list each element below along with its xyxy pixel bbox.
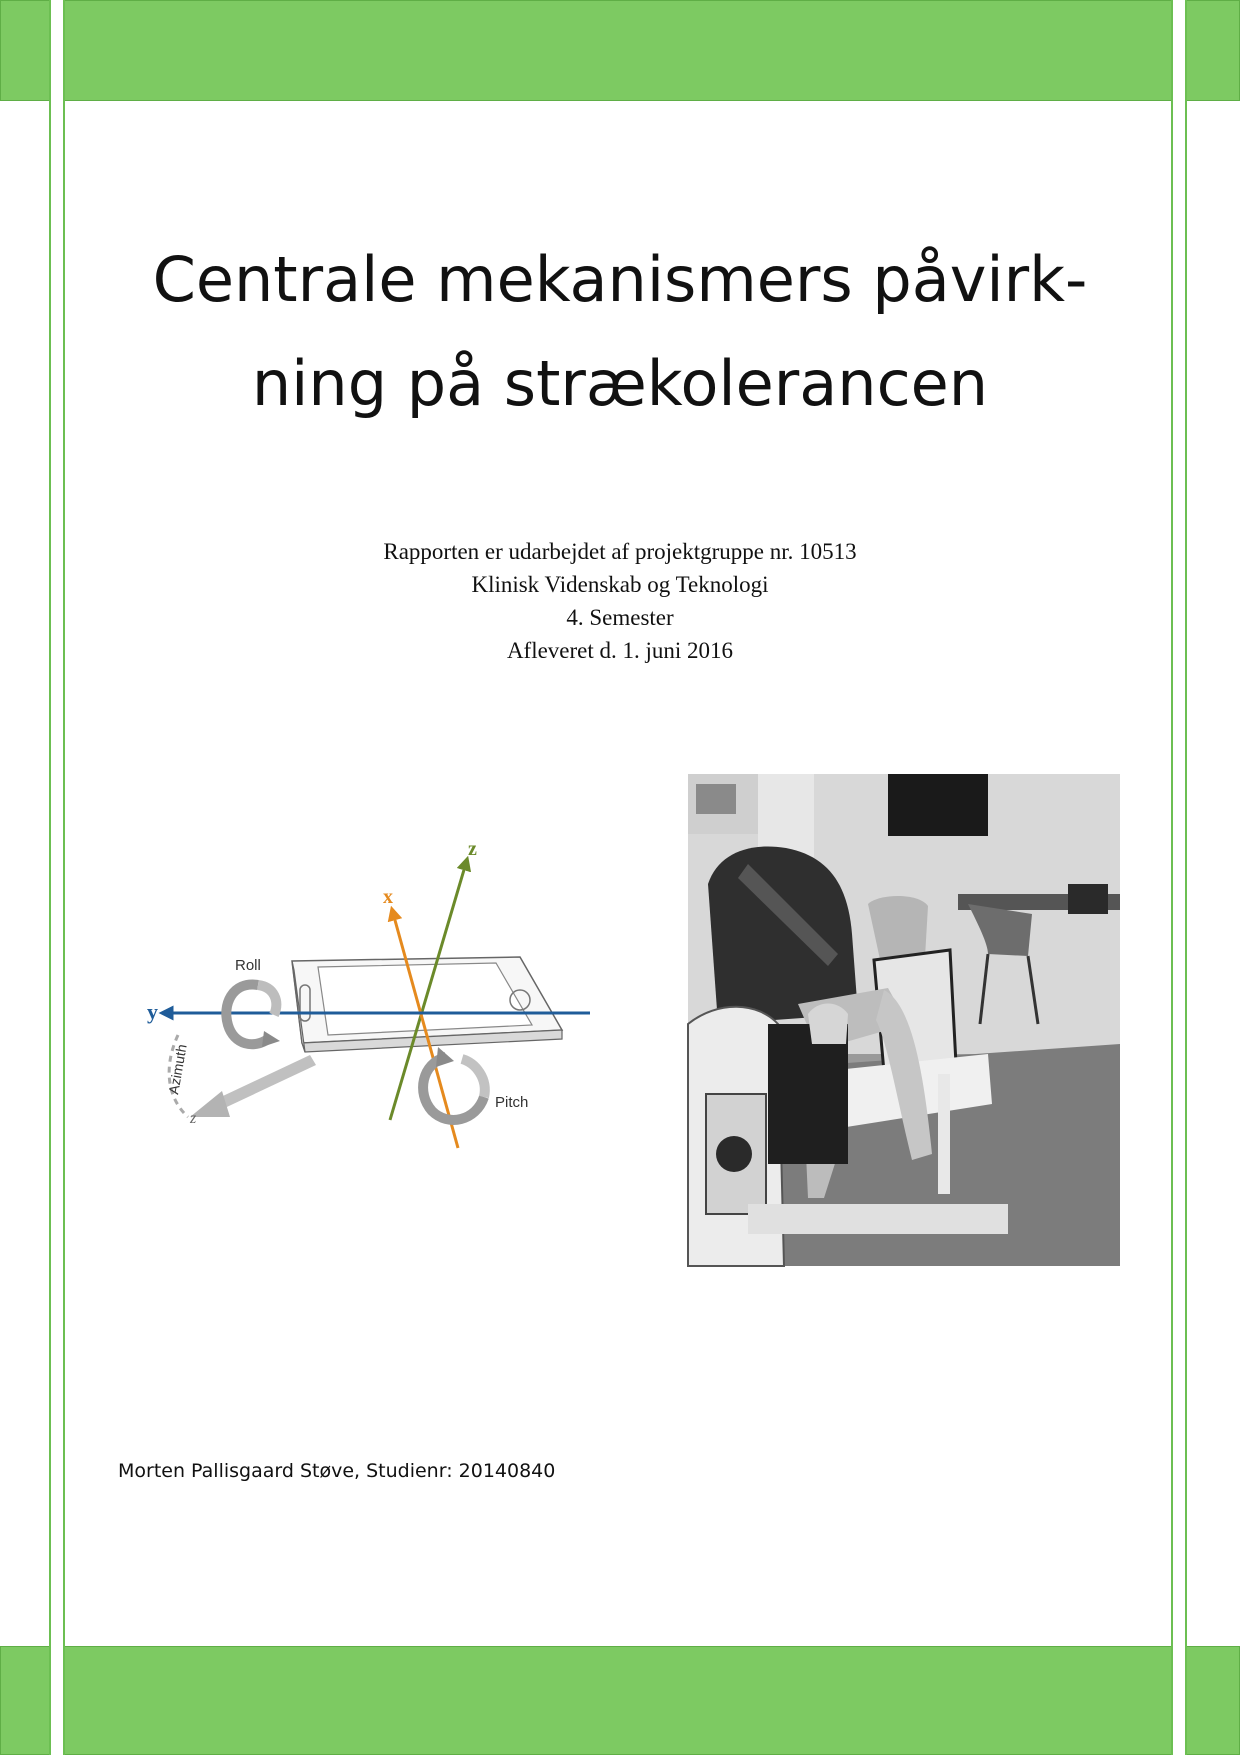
submitted-line: Afleveret d. 1. juni 2016 <box>506 638 734 663</box>
y-axis-label: y <box>147 999 158 1024</box>
azimuth-label: Azimuth <box>165 1042 190 1096</box>
pitch-label: Pitch <box>495 1094 529 1111</box>
footer-band-left <box>0 1646 50 1755</box>
lab-photo <box>688 774 1120 1266</box>
footer-band-right <box>1185 1646 1240 1755</box>
header-band-left <box>0 0 50 101</box>
azimuth-axis-label: z <box>190 1110 197 1127</box>
footer-band <box>63 1646 1173 1755</box>
group-line: Rapporten er udarbejdet af projektgruppe nr. 10513 <box>383 539 857 564</box>
z-axis-label: z <box>468 838 477 860</box>
frame-line-right-outer <box>1185 0 1187 1755</box>
semester-line: 4. Semester <box>566 605 674 630</box>
program-line: Klinisk Videnskab og Teknologi <box>471 572 769 597</box>
x-axis-label: x <box>383 886 393 908</box>
author-line: Morten Pallisgaard Støve, Studienr: 20140840 <box>118 1460 556 1482</box>
frame-line-right-inner <box>1171 0 1173 1755</box>
document-title <box>100 228 1140 436</box>
header-band <box>63 0 1173 101</box>
roll-label: Roll <box>235 957 261 974</box>
frame-line-left-outer <box>49 0 51 1755</box>
report-info <box>200 535 1040 667</box>
frame-line-left-inner <box>63 0 65 1755</box>
title-line-1: Centrale mekanismers påvirk- <box>152 243 1088 316</box>
title-line-2: ning på strækolerancen <box>251 347 989 420</box>
orientation-diagram <box>147 835 600 1155</box>
roll-arrow-icon <box>226 985 280 1047</box>
header-band-right <box>1185 0 1240 101</box>
azimuth-arrow-icon <box>190 1055 316 1117</box>
